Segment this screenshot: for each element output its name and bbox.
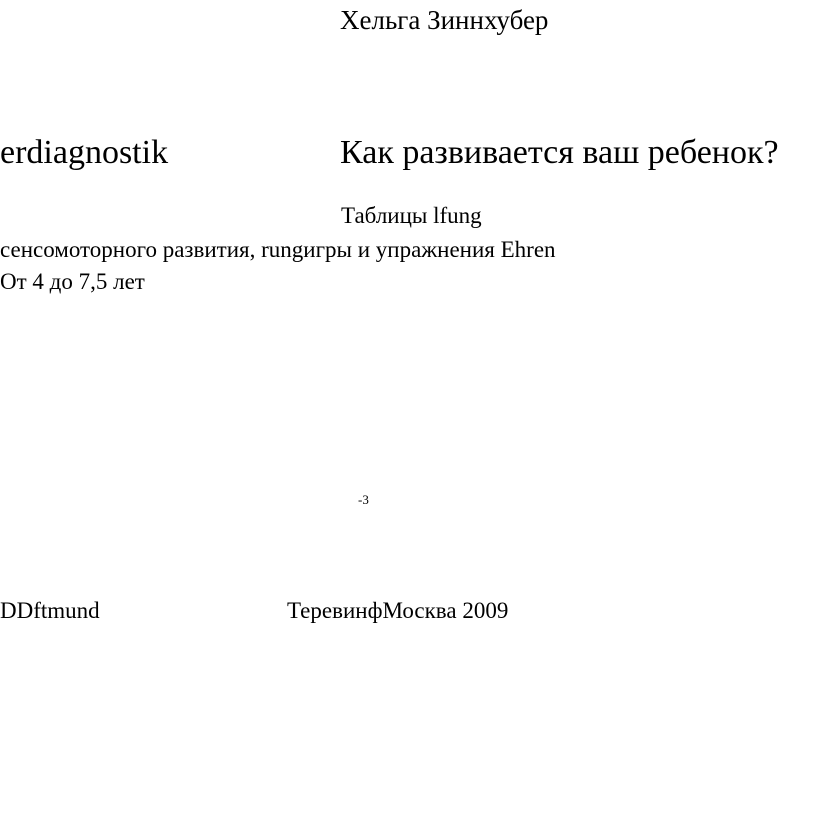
book-title: Как развивается ваш ребенок?: [340, 134, 779, 171]
age-range: От 4 до 7,5 лет: [0, 269, 145, 294]
publisher-city-year: ТеревинфМосква 2009: [287, 598, 509, 623]
left-title-fragment: erdiagnostik: [0, 134, 169, 171]
subtitle-line-2: сенсомоторного развития, rungигры и упражнения Ehren: [0, 237, 556, 262]
page-marker: -3: [358, 492, 369, 507]
publisher-left-fragment: DDftmund: [0, 598, 100, 623]
author-name: Хельга Зиннхубер: [340, 5, 549, 35]
subtitle-line-1: Таблицы lfung: [341, 203, 482, 228]
